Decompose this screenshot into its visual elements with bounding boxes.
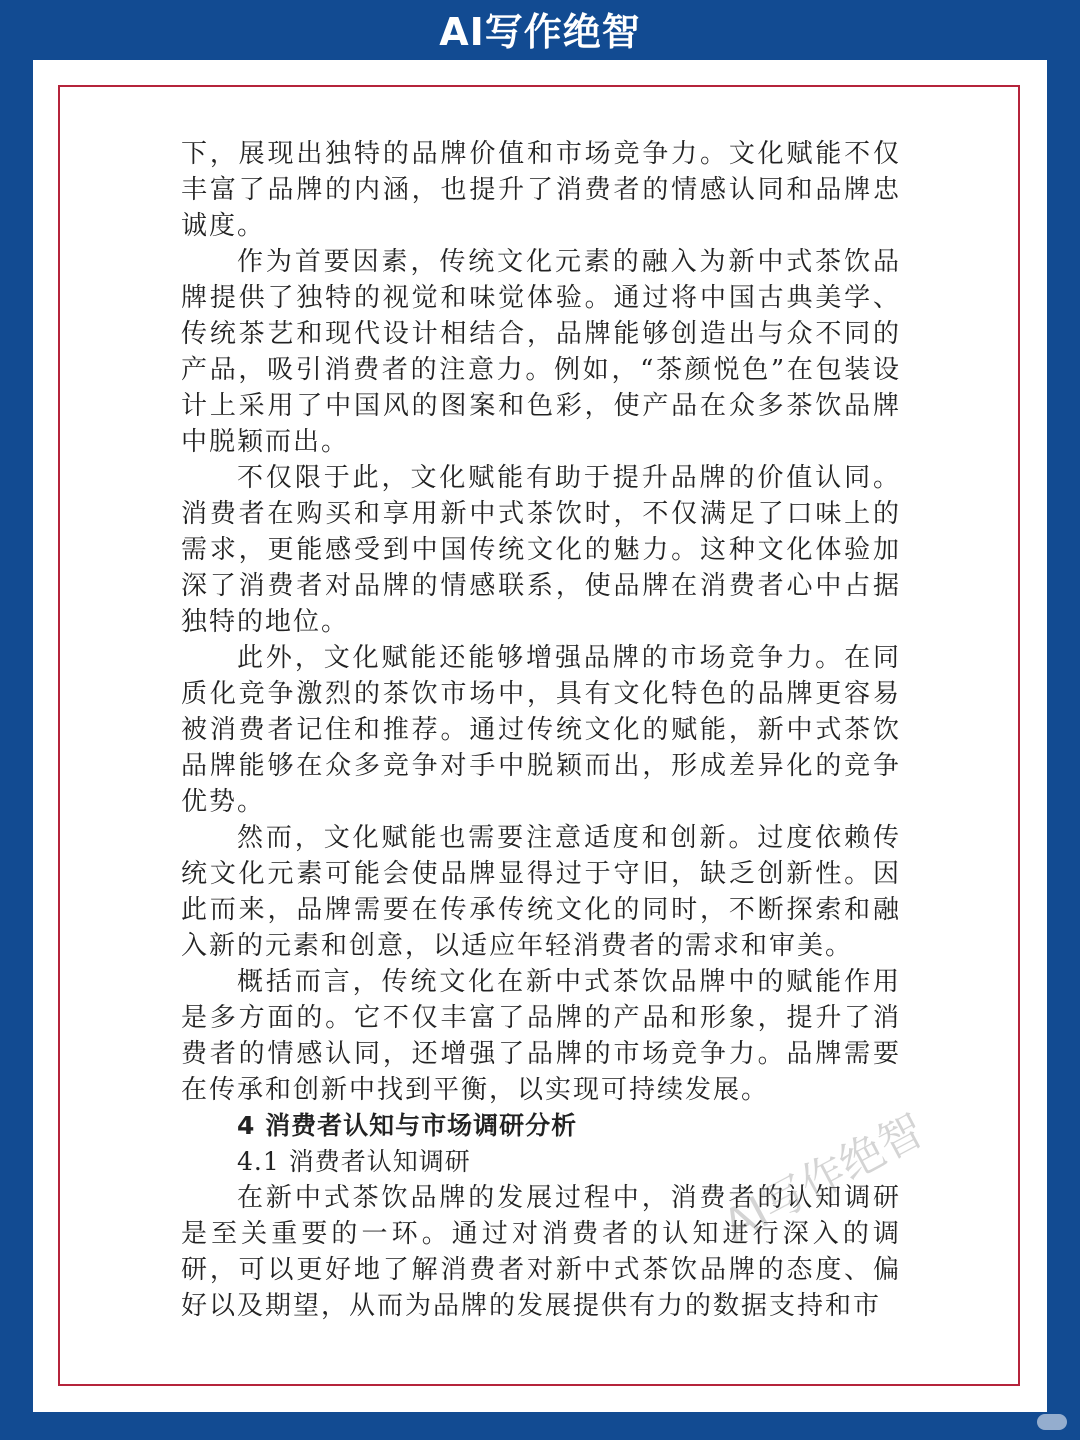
document-body — [181, 136, 901, 1324]
section-heading: 4 消费者认知与市场调研分析 — [237, 1111, 578, 1140]
paragraph-value-recognition: 不仅限于此，文化赋能有助于提升品牌的价值认同。消费者在购买和享用新中式茶饮时，不仅满足了口味上的需求，更能感受到中国传统文化的魅力。这种文化体验加深了消费者对品牌的情感联系，使品牌在消费者心中占据独特的地位。 — [181, 463, 901, 637]
subsection-heading: 4.1 消费者认知调研 — [237, 1147, 471, 1176]
paragraph-moderation-innovation: 然而，文化赋能也需要注意适度和创新。过度依赖传统文化元素可能会使品牌显得过于守旧，缺乏创新性。因此而来，品牌需要在传承传统文化的同时，不断探索和融入新的元素和创意，以适应年轻消费者的需求和审美。 — [181, 823, 901, 961]
corner-logo-icon — [1037, 1414, 1067, 1430]
paragraph-summary: 概括而言，传统文化在新中式茶饮品牌中的赋能作用是多方面的。它不仅丰富了品牌的产品和形象，提升了消费者的情感认同，还增强了品牌的市场竞争力。品牌需要在传承和创新中找到平衡，以实现可持续发展。 — [181, 967, 901, 1105]
banner-title: AI写作绝智 — [439, 10, 641, 54]
paragraph-competitiveness: 此外，文化赋能还能够增强品牌的市场竞争力。在同质化竞争激烈的茶饮市场中，具有文化特色的品牌更容易被消费者记住和推荐。通过传统文化的赋能，新中式茶饮品牌能够在众多竞争对手中脱颖而出，形成差异化的竞争优势。 — [181, 643, 901, 817]
watermark-text: AI写作绝智 — [715, 1104, 933, 1253]
paragraph-cultural-elements: 作为首要因素，传统文化元素的融入为新中式茶饮品牌提供了独特的视觉和味觉体验。通过将中国古典美学、传统茶艺和现代设计相结合，品牌能够创造出与众不同的产品，吸引消费者的注意力。例如，“茶颜悦色”在包装设计上采用了中国风的图案和色彩，使产品在众多茶饮品牌中脱颖而出。 — [181, 247, 901, 457]
paragraph-consumer-research: 在新中式茶饮品牌的发展过程中，消费者的认知调研是至关重要的一环。通过对消费者的认知进行深入的调研，可以更好地了解消费者对新中式茶饮品牌的态度、偏好以及期望，从而为品牌的发展提供有力的数据支持和市 — [181, 1183, 901, 1321]
paragraph-continuation: 下，展现出独特的品牌价值和市场竞争力。文化赋能不仅丰富了品牌的内涵，也提升了消费者的情感认同和品牌忠诚度。 — [181, 139, 901, 241]
top-banner — [0, 0, 1080, 62]
